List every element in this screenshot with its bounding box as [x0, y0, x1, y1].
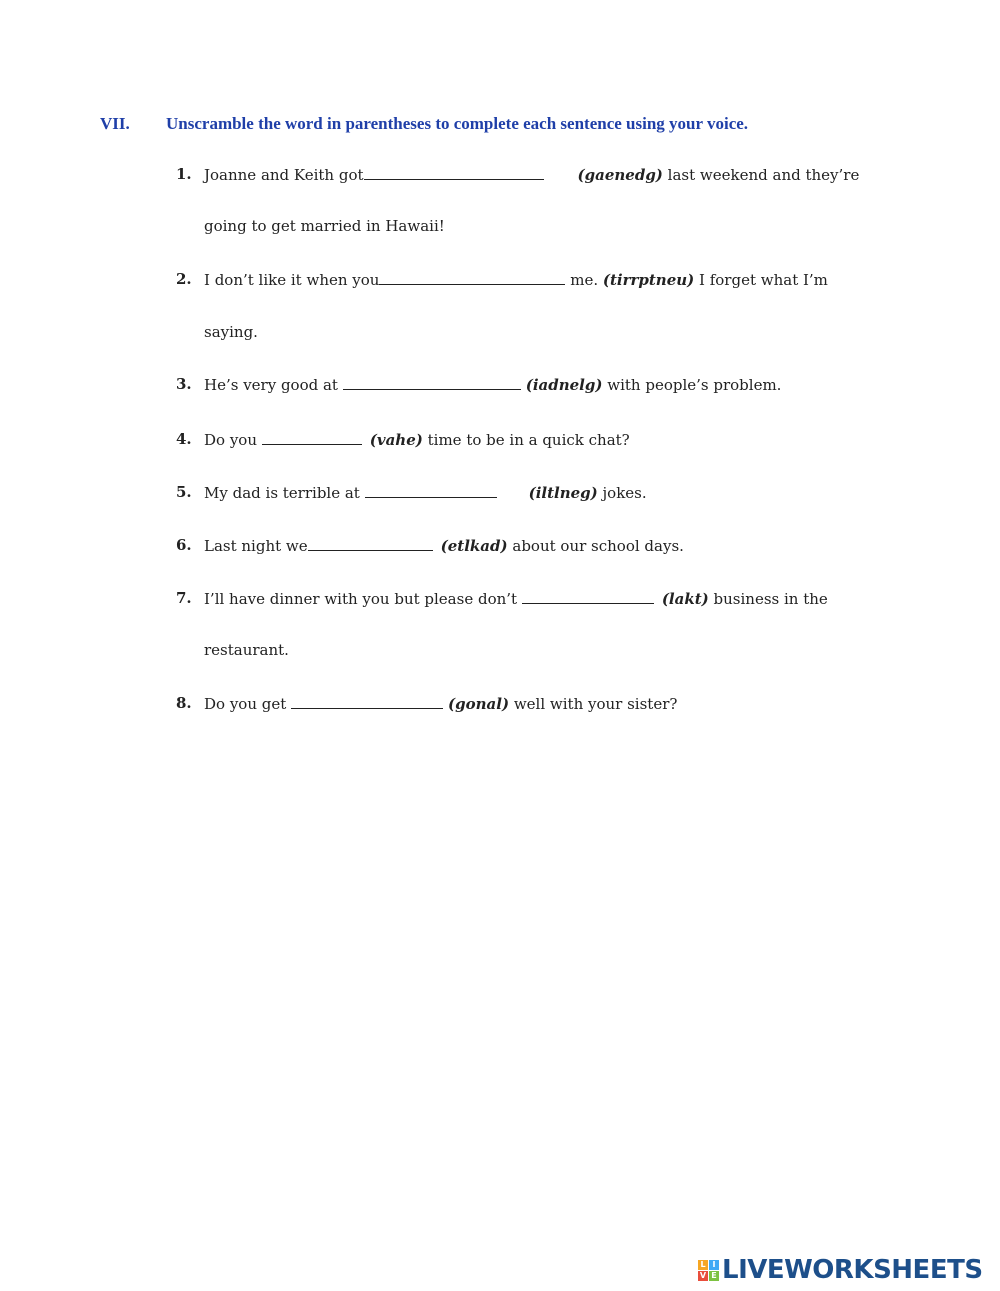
question-text: time to be in a quick chat? [422, 431, 630, 449]
question-text: Do you get [204, 695, 292, 713]
question-text: well with your sister? [509, 695, 678, 713]
question-4-line [204, 429, 630, 450]
question-text: I don’t like it when you [204, 271, 380, 289]
logo-block: L [698, 1260, 708, 1270]
answer-blank-5[interactable] [365, 482, 497, 498]
answer-blank-1[interactable] [364, 164, 544, 180]
logo-blocks-icon [698, 1260, 719, 1281]
question-number: 5. [176, 483, 192, 501]
question-text: I’ll have dinner with you but please don’t [204, 590, 522, 608]
question-7-continuation: restaurant. [204, 641, 289, 659]
answer-blank-6[interactable] [308, 535, 433, 551]
answer-blank-4[interactable] [262, 429, 362, 445]
question-text: about our school days. [507, 537, 684, 555]
logo-block: V [699, 1270, 707, 1280]
section-instruction: Unscramble the word in parentheses to complete each sentence using your voice. [166, 114, 749, 133]
question-text: with people’s problem. [602, 376, 782, 394]
question-number: 3. [176, 375, 192, 393]
scrambled-hint: (etlkad) [440, 537, 508, 555]
question-text: Do you [204, 431, 262, 449]
question-3-line [204, 374, 781, 395]
question-text: last weekend and they’re [662, 166, 860, 184]
logo-text: LIVEWORKSHEETS [722, 1255, 983, 1285]
section-numeral: VII. [100, 114, 130, 133]
scrambled-hint: (iltlneg) [528, 484, 598, 502]
question-number: 6. [176, 536, 192, 554]
question-text: Joanne and Keith got [204, 166, 364, 184]
scrambled-hint: (tirrptneu) [602, 271, 695, 289]
question-number: 8. [176, 694, 192, 712]
question-text: jokes. [597, 484, 647, 502]
question-number: 2. [176, 270, 192, 288]
answer-blank-8[interactable] [291, 693, 443, 709]
question-text: My dad is terrible at [204, 484, 365, 502]
answer-blank-3[interactable] [343, 374, 521, 390]
question-1-line [204, 164, 859, 185]
question-8-line [204, 693, 677, 714]
question-text: I forget what I’m [694, 271, 828, 289]
question-6-line [204, 535, 684, 556]
scrambled-hint: (lakt) [661, 590, 709, 608]
question-text: me. [565, 271, 603, 289]
logo-block: E [709, 1271, 719, 1281]
question-1-continuation: going to get married in Hawaii! [204, 217, 445, 235]
answer-blank-2[interactable] [379, 269, 565, 285]
question-text: Last night we [204, 537, 308, 555]
question-5-line [204, 482, 647, 503]
question-number: 4. [176, 430, 192, 448]
question-number: 1. [176, 165, 192, 183]
question-2-line [204, 269, 828, 290]
liveworksheets-logo [698, 1256, 983, 1284]
section-header [100, 114, 748, 134]
scrambled-hint: (gaenedg) [577, 166, 663, 184]
scrambled-hint: (gonal) [448, 695, 510, 713]
answer-blank-7[interactable] [522, 588, 654, 604]
question-7-line [204, 588, 828, 609]
scrambled-hint: (iadnelg) [525, 376, 603, 394]
question-text: He’s very good at [204, 376, 343, 394]
scrambled-hint: (vahe) [369, 431, 423, 449]
question-text: business in the [708, 590, 828, 608]
question-number: 7. [176, 589, 192, 607]
logo-block: I [709, 1260, 719, 1270]
question-2-continuation: saying. [204, 323, 258, 341]
